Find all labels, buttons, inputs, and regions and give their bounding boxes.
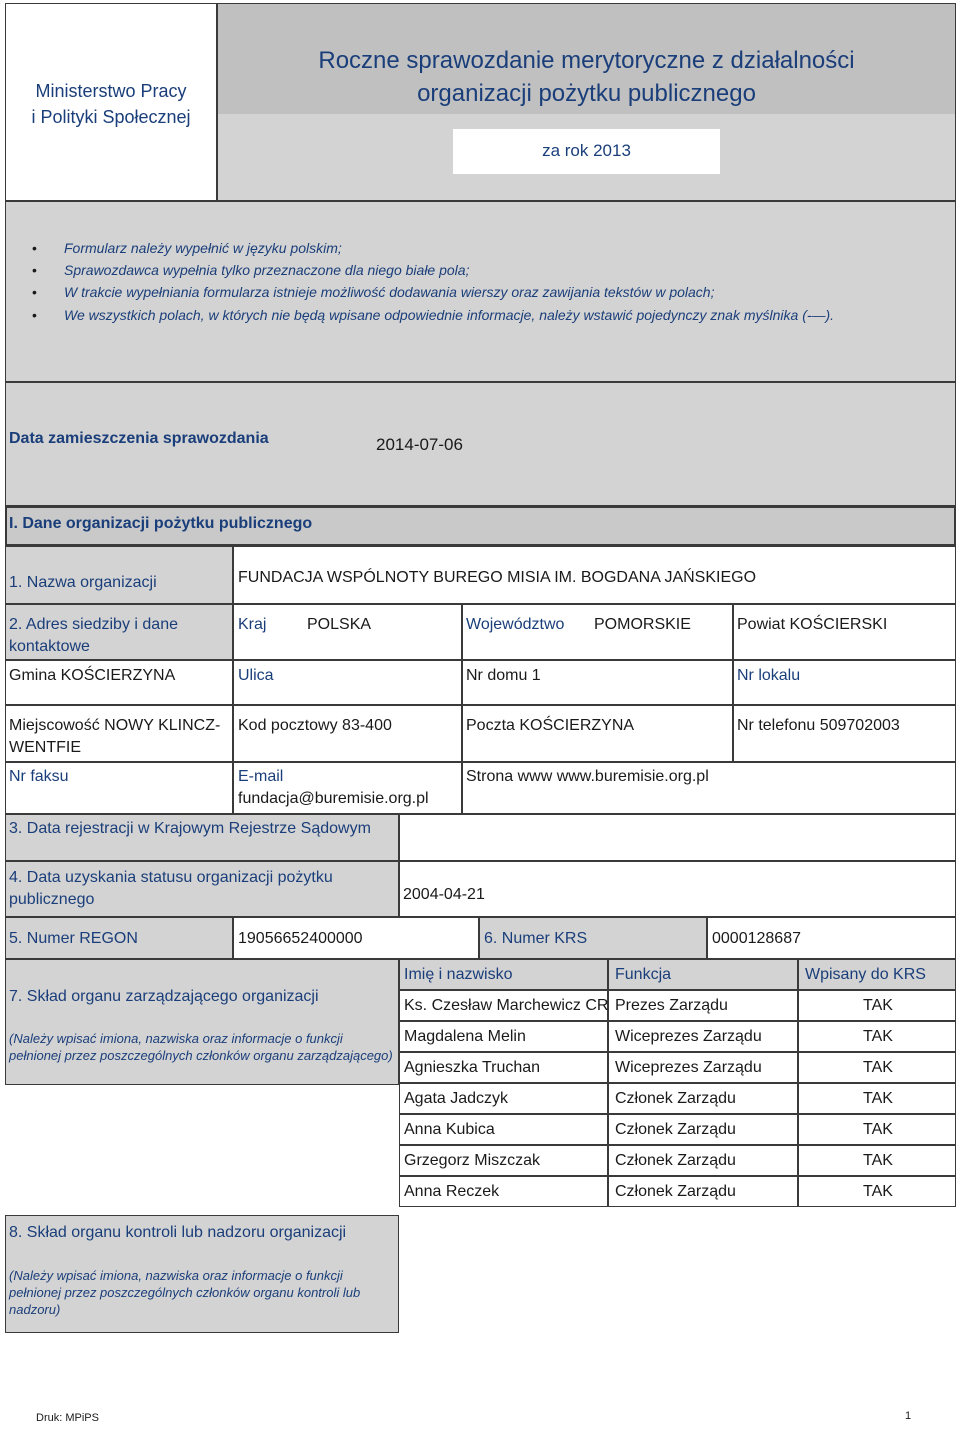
board-row-krs[interactable]: TAK (798, 1083, 956, 1114)
supervisory-label-cell (5, 1215, 399, 1333)
instruction-item: • Formularz należy wypełnić w języku polskim; (32, 237, 834, 259)
locality-cell[interactable] (5, 705, 233, 762)
house-number-cell[interactable] (462, 660, 733, 705)
instructions-list (32, 237, 834, 326)
commune-cell[interactable] (5, 660, 233, 705)
name-label-cell (5, 546, 233, 604)
instruction-item: • We wszystkich polach, w których nie będą wpisane odpowiednie informacje, należy wstawić pojedynczy znak myślnika (-—). (32, 304, 834, 326)
board-row-name[interactable]: Magdalena Melin (399, 1021, 608, 1052)
email-value: fundacja@buremisie.org.pl (238, 790, 429, 807)
board-row-function[interactable]: Członek Zarządu (608, 1114, 798, 1145)
board-row-function[interactable]: Wiceprezes Zarządu (608, 1021, 798, 1052)
regon-value-cell[interactable] (233, 917, 479, 959)
publication-date-label: Data zamieszczenia sprawozdania (9, 430, 269, 447)
board-row-function[interactable]: Wiceprezes Zarządu (608, 1052, 798, 1083)
voivodeship-value: POMORSKIE (594, 616, 691, 633)
board-row-krs[interactable]: TAK (798, 1021, 956, 1052)
board-row-krs[interactable]: TAK (798, 1176, 956, 1207)
report-title: Roczne sprawozdanie merytoryczne z działalności organizacji pożytku publicznego (318, 47, 855, 107)
supervisory-note: (Należy wpisać imiona, nazwiska oraz informacje o funkcji pełnionej przez poszczególnych członków organu kontroli lub nadzoru) (9, 1268, 361, 1317)
krs-value: 0000128687 (712, 930, 801, 947)
krs-date-label-cell (5, 814, 399, 861)
publication-date-value[interactable]: 2014-07-06 (376, 435, 463, 454)
voivodeship-cell[interactable] (462, 604, 733, 660)
krs-value-cell[interactable] (707, 917, 956, 959)
phone-cell[interactable] (733, 705, 956, 762)
board-header-name: Imię i nazwisko (399, 959, 608, 990)
phone-value: Nr telefonu 509702003 (737, 717, 900, 734)
regon-value: 19056652400000 (238, 930, 363, 947)
board-row-name[interactable]: Agnieszka Truchan (399, 1052, 608, 1083)
krs-label-cell (479, 917, 707, 959)
board-row-name[interactable]: Anna Reczek (399, 1176, 608, 1207)
board-header-krs: Wpisany do KRS (798, 959, 956, 990)
board-label-cell (5, 959, 399, 1085)
fax-cell[interactable] (5, 762, 233, 814)
county-value: Powiat KOŚCIERSKI (737, 616, 888, 633)
publication-date-box (5, 382, 956, 506)
regon-label: 5. Numer REGON (9, 930, 138, 947)
board-header-function: Funkcja (608, 959, 798, 990)
voivodeship-label: Województwo (466, 616, 565, 633)
board-row-name[interactable]: Anna Kubica (399, 1114, 608, 1145)
instruction-item: • W trakcie wypełniania formularza istnieje możliwość dodawania wierszy oraz zawijania tekstów w polach; (32, 281, 834, 303)
status-date-value: 2004-04-21 (403, 886, 485, 903)
board-row-function[interactable]: Członek Zarządu (608, 1145, 798, 1176)
status-date-label: 4. Data uzyskania statusu organizacji pożytku publicznego (9, 869, 333, 908)
page-number: 1 (905, 1410, 912, 1422)
country-label: Kraj (238, 616, 267, 633)
regon-label-cell (5, 917, 233, 959)
address-label: 2. Adres siedziby i dane kontaktowe (9, 616, 178, 655)
email-label: E-mail (238, 768, 284, 785)
board-row-function[interactable]: Członek Zarządu (608, 1176, 798, 1207)
status-date-value-cell[interactable] (399, 861, 956, 917)
country-value: POLSKA (307, 616, 372, 633)
krs-date-label: 3. Data rejestracji w Krajowym Rejestrze Sądowym (9, 820, 371, 837)
apartment-label: Nr lokalu (737, 667, 801, 684)
board-row-name[interactable]: Grzegorz Miszczak (399, 1145, 608, 1176)
section1-header (5, 506, 956, 546)
krs-label: 6. Numer KRS (484, 930, 588, 947)
board-note: (Należy wpisać imiona, nazwiska oraz informacje o funkcji pełnionej przez poszczególnych członków organu zarządzającego) (9, 1031, 393, 1063)
house-number-value: Nr domu 1 (466, 667, 541, 684)
country-cell[interactable] (233, 604, 462, 660)
instruction-item: • Sprawozdawca wypełnia tylko przeznaczone dla niego białe pola; (32, 259, 834, 281)
report-title-box (217, 3, 956, 201)
street-label: Ulica (238, 667, 274, 684)
organization-name: FUNDACJA WSPÓLNOTY BUREGO MISIA IM. BOGDANA JAŃSKIEGO (238, 569, 757, 586)
board-row-name[interactable]: Ks. Czesław Marchewicz CR (399, 990, 608, 1021)
post-office-value: Poczta KOŚCIERZYNA (466, 717, 635, 734)
address-label-cell (5, 604, 233, 660)
ministry-name: Ministerstwo Pracy i Polityki Społecznej (31, 81, 191, 127)
postal-code-value: Kod pocztowy 83-400 (238, 717, 392, 734)
section1-title: I. Dane organizacji pożytku publicznego (9, 515, 313, 532)
board-row-krs[interactable]: TAK (798, 990, 956, 1021)
board-row-krs[interactable]: TAK (798, 1145, 956, 1176)
website-value: Strona www www.buremisie.org.pl (466, 768, 709, 785)
krs-date-value-cell[interactable] (399, 814, 956, 861)
board-row-krs[interactable]: TAK (798, 1114, 956, 1145)
fax-label: Nr faksu (9, 768, 69, 785)
email-cell[interactable] (233, 762, 462, 814)
board-row-function[interactable]: Prezes Zarządu (608, 990, 798, 1021)
status-date-label-cell (5, 861, 399, 917)
board-row-function[interactable]: Członek Zarządu (608, 1083, 798, 1114)
county-cell[interactable] (733, 604, 956, 660)
board-row-krs[interactable]: TAK (798, 1052, 956, 1083)
commune-value: Gmina KOŚCIERZYNA (9, 667, 176, 684)
ministry-box (5, 3, 217, 201)
report-year-field[interactable]: za rok 2013 (453, 129, 720, 174)
post-office-cell[interactable] (462, 705, 733, 762)
street-cell[interactable] (233, 660, 462, 705)
board-row-name[interactable]: Agata Jadczyk (399, 1083, 608, 1114)
name-label: 1. Nazwa organizacji (9, 574, 157, 591)
apartment-cell[interactable] (733, 660, 956, 705)
locality-value: Miejscowość NOWY KLINCZ-WENTFIE (9, 717, 221, 756)
name-value-cell[interactable] (233, 546, 956, 604)
website-cell[interactable] (462, 762, 956, 814)
board-label: 7. Skład organu zarządzającego organizacji (9, 988, 319, 1005)
instructions-box (5, 201, 956, 382)
supervisory-label: 8. Skład organu kontroli lub nadzoru organizacji (9, 1224, 347, 1241)
postal-code-cell[interactable] (233, 705, 462, 762)
print-source: Druk: MPiPS (36, 1412, 99, 1424)
